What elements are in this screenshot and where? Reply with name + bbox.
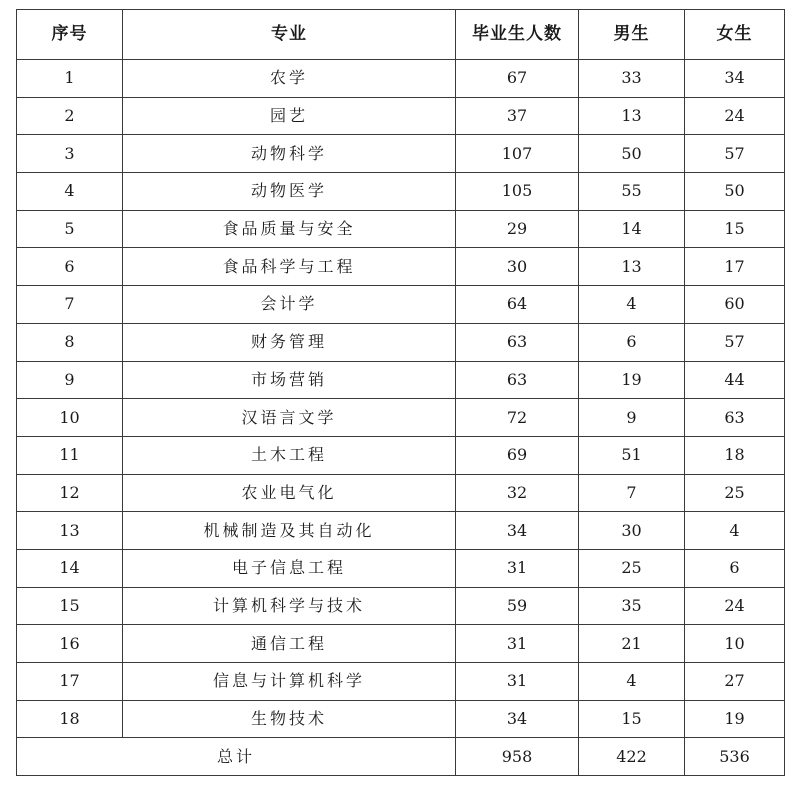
cell-graduates: 63: [456, 361, 579, 399]
cell-male: 7: [579, 474, 685, 512]
cell-major: 机械制造及其自动化: [123, 512, 456, 550]
cell-male: 4: [579, 663, 685, 701]
cell-male: 4: [579, 286, 685, 324]
cell-male: 13: [579, 97, 685, 135]
cell-index: 5: [17, 210, 123, 248]
cell-male: 21: [579, 625, 685, 663]
cell-index: 14: [17, 549, 123, 587]
header-male: 男生: [579, 10, 685, 60]
cell-major: 生物技术: [123, 700, 456, 738]
cell-male: 14: [579, 210, 685, 248]
total-label: 总计: [17, 738, 456, 776]
cell-female: 15: [685, 210, 785, 248]
total-male: 422: [579, 738, 685, 776]
cell-female: 50: [685, 173, 785, 211]
cell-index: 10: [17, 399, 123, 437]
cell-graduates: 34: [456, 700, 579, 738]
cell-male: 15: [579, 700, 685, 738]
cell-major: 食品质量与安全: [123, 210, 456, 248]
table-row: [17, 474, 785, 512]
cell-major: 农业电气化: [123, 474, 456, 512]
cell-major: 土木工程: [123, 436, 456, 474]
cell-major: 通信工程: [123, 625, 456, 663]
cell-graduates: 63: [456, 323, 579, 361]
cell-major: 市场营销: [123, 361, 456, 399]
table-row: [17, 248, 785, 286]
graduates-table: [16, 9, 785, 776]
table-row: [17, 512, 785, 550]
cell-female: 18: [685, 436, 785, 474]
cell-graduates: 37: [456, 97, 579, 135]
table-row: [17, 625, 785, 663]
cell-female: 4: [685, 512, 785, 550]
table-row: [17, 361, 785, 399]
cell-female: 17: [685, 248, 785, 286]
header-major: 专业: [123, 10, 456, 60]
cell-index: 8: [17, 323, 123, 361]
cell-major: 信息与计算机科学: [123, 663, 456, 701]
header-index: 序号: [17, 10, 123, 60]
table-row: [17, 210, 785, 248]
table-row: [17, 286, 785, 324]
table-row: [17, 173, 785, 211]
cell-graduates: 72: [456, 399, 579, 437]
cell-female: 10: [685, 625, 785, 663]
cell-graduates: 31: [456, 549, 579, 587]
header-graduates: 毕业生人数: [456, 10, 579, 60]
cell-index: 9: [17, 361, 123, 399]
table-row: [17, 60, 785, 98]
cell-male: 50: [579, 135, 685, 173]
header-female: 女生: [685, 10, 785, 60]
table-row: [17, 587, 785, 625]
cell-graduates: 67: [456, 60, 579, 98]
cell-graduates: 32: [456, 474, 579, 512]
cell-graduates: 31: [456, 625, 579, 663]
cell-index: 12: [17, 474, 123, 512]
cell-index: 18: [17, 700, 123, 738]
cell-female: 44: [685, 361, 785, 399]
cell-female: 57: [685, 135, 785, 173]
cell-major: 动物医学: [123, 173, 456, 211]
table-header: [17, 10, 785, 60]
cell-index: 3: [17, 135, 123, 173]
graduates-by-major-sheet: [16, 9, 784, 776]
cell-graduates: 107: [456, 135, 579, 173]
cell-male: 9: [579, 399, 685, 437]
cell-male: 55: [579, 173, 685, 211]
cell-female: 25: [685, 474, 785, 512]
cell-index: 1: [17, 60, 123, 98]
cell-male: 33: [579, 60, 685, 98]
cell-major: 食品科学与工程: [123, 248, 456, 286]
cell-major: 汉语言文学: [123, 399, 456, 437]
table-row: [17, 436, 785, 474]
cell-index: 13: [17, 512, 123, 550]
table-footer: [17, 738, 785, 776]
cell-index: 2: [17, 97, 123, 135]
cell-index: 4: [17, 173, 123, 211]
table-row: [17, 135, 785, 173]
cell-index: 7: [17, 286, 123, 324]
header-row: [17, 10, 785, 60]
cell-index: 17: [17, 663, 123, 701]
cell-female: 6: [685, 549, 785, 587]
cell-female: 24: [685, 587, 785, 625]
cell-female: 27: [685, 663, 785, 701]
cell-index: 6: [17, 248, 123, 286]
cell-major: 会计学: [123, 286, 456, 324]
cell-graduates: 30: [456, 248, 579, 286]
cell-male: 19: [579, 361, 685, 399]
total-female: 536: [685, 738, 785, 776]
cell-male: 25: [579, 549, 685, 587]
table-row: [17, 399, 785, 437]
total-graduates: 958: [456, 738, 579, 776]
cell-graduates: 29: [456, 210, 579, 248]
cell-female: 63: [685, 399, 785, 437]
cell-male: 13: [579, 248, 685, 286]
cell-graduates: 69: [456, 436, 579, 474]
table-row: [17, 97, 785, 135]
cell-major: 计算机科学与技术: [123, 587, 456, 625]
cell-male: 30: [579, 512, 685, 550]
cell-major: 电子信息工程: [123, 549, 456, 587]
cell-female: 60: [685, 286, 785, 324]
cell-major: 动物科学: [123, 135, 456, 173]
cell-graduates: 31: [456, 663, 579, 701]
cell-major: 农学: [123, 60, 456, 98]
cell-major: 财务管理: [123, 323, 456, 361]
table-row: [17, 549, 785, 587]
cell-graduates: 64: [456, 286, 579, 324]
table-row: [17, 323, 785, 361]
cell-male: 51: [579, 436, 685, 474]
cell-graduates: 59: [456, 587, 579, 625]
cell-graduates: 34: [456, 512, 579, 550]
cell-male: 35: [579, 587, 685, 625]
cell-female: 34: [685, 60, 785, 98]
cell-male: 6: [579, 323, 685, 361]
table-row: [17, 700, 785, 738]
cell-index: 16: [17, 625, 123, 663]
table-row: [17, 663, 785, 701]
cell-index: 11: [17, 436, 123, 474]
cell-female: 57: [685, 323, 785, 361]
cell-female: 24: [685, 97, 785, 135]
table-body: [17, 60, 785, 738]
cell-index: 15: [17, 587, 123, 625]
cell-major: 园艺: [123, 97, 456, 135]
cell-graduates: 105: [456, 173, 579, 211]
cell-female: 19: [685, 700, 785, 738]
total-row: [17, 738, 785, 776]
